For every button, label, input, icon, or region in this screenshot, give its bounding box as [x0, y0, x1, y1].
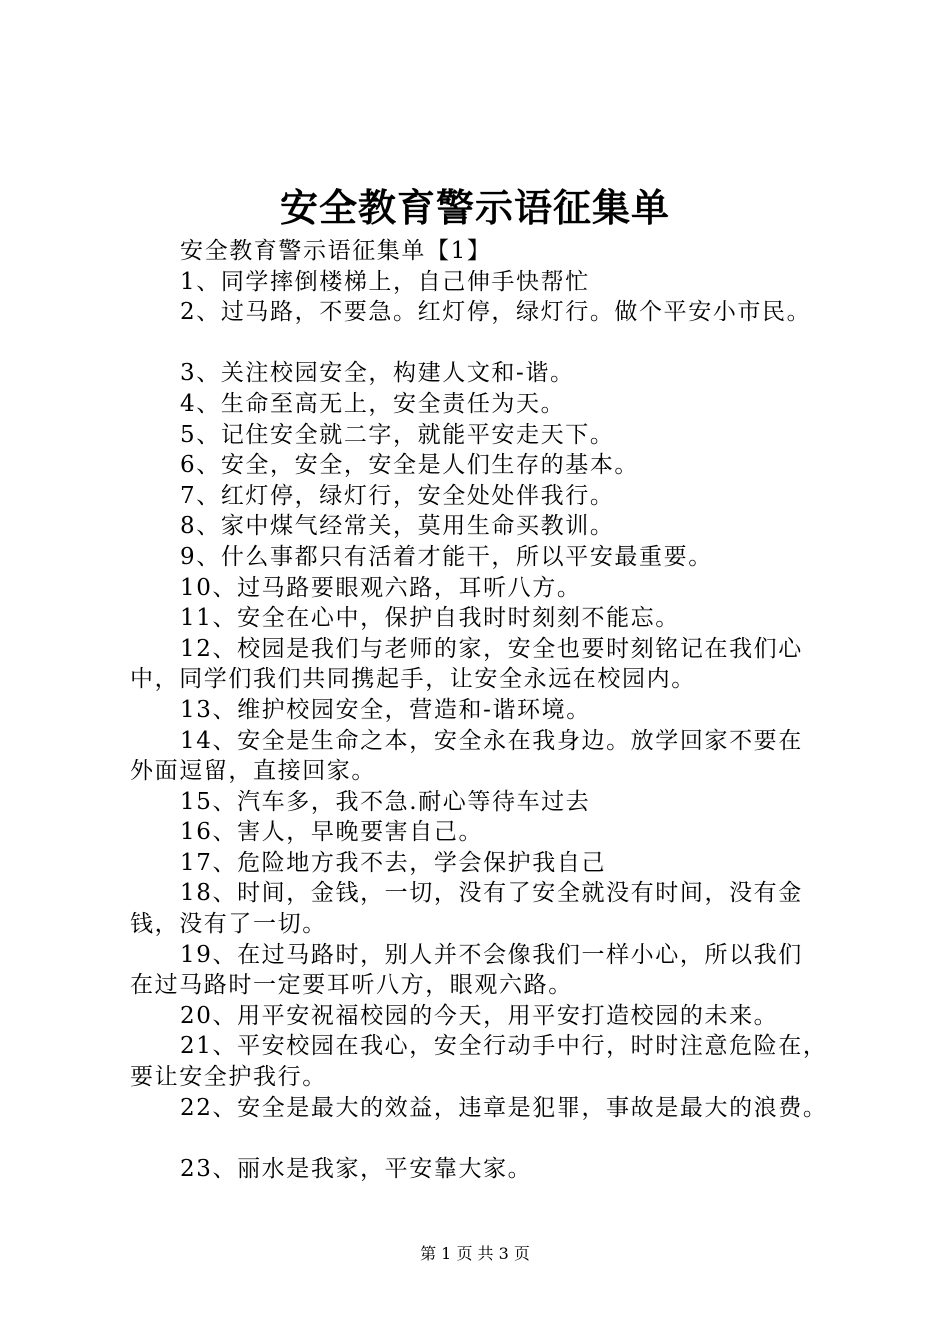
- slogan-line: 1、同学摔倒楼梯上，自己伸手快帮忙: [180, 268, 590, 295]
- blank-line: [130, 328, 842, 359]
- slogan-line-continued: 要让安全护我行。: [130, 1064, 327, 1091]
- slogan-line: 13、维护校园安全，营造和-谐环境。: [180, 696, 591, 723]
- slogan-line: 7、红灯停，绿灯行，安全处处伴我行。: [180, 482, 615, 509]
- slogan-line: 4、生命至高无上，安全责任为天。: [180, 390, 566, 417]
- slogan-line: 20、用平安祝福校园的今天，用平安打造校园的未来。: [180, 1002, 779, 1029]
- slogan-line-continued: 在过马路时一定要耳听八方，眼观六路。: [130, 972, 573, 999]
- slogan-line: 16、害人，早晚要害自己。: [180, 819, 484, 846]
- slogan-line: 6、安全，安全，安全是人们生存的基本。: [180, 452, 640, 479]
- slogan-line: 15、汽车多，我不急.耐心等待车过去: [180, 788, 591, 815]
- slogan-line-continued: 钱，没有了一切。: [130, 911, 327, 938]
- slogan-line: 3、关注校园安全，构建人文和-谐。: [180, 360, 575, 387]
- slogan-line: 14、安全是生命之本，安全永在我身边。放学回家不要在: [180, 727, 803, 754]
- slogan-line: 12、校园是我们与老师的家，安全也要时刻铭记在我们心: [180, 635, 803, 662]
- slogan-line: 10、过马路要眼观六路，耳听八方。: [180, 574, 582, 601]
- slogan-line: 11、安全在心中，保护自我时时刻刻不能忘。: [180, 605, 680, 632]
- document-body: [130, 236, 842, 1184]
- slogan-line: 19、在过马路时，别人并不会像我们一样小心，所以我们: [180, 941, 803, 968]
- slogan-line: 23、丽水是我家，平安靠大家。: [180, 1155, 533, 1182]
- blank-line: [130, 1123, 842, 1154]
- slogan-line: 5、记住安全就二字，就能平安走天下。: [180, 421, 615, 448]
- document-title: 安全教育警示语征集单: [279, 185, 670, 230]
- page-number: 第 1 页 共 3 页: [420, 1244, 530, 1263]
- slogan-line: 18、时间，金钱，一切，没有了安全就没有时间，没有金: [180, 880, 803, 907]
- slogan-line: 21、平安校园在我心，安全行动手中行，时时注意危险在，: [180, 1033, 828, 1060]
- slogan-line: 9、什么事都只有活着才能干，所以平安最重要。: [180, 543, 713, 570]
- slogan-line-continued: 中，同学们我们共同携起手，让安全永远在校园内。: [130, 666, 696, 693]
- slogan-line: 2、过马路，不要急。红灯停，绿灯行。做个平安小市民。: [180, 299, 812, 326]
- slogan-line: 8、家中煤气经常关，莫用生命买教训。: [180, 513, 615, 540]
- slogan-line-continued: 外面逗留，直接回家。: [130, 758, 376, 785]
- slogan-line: 22、安全是最大的效益，违章是犯罪，事故是最大的浪费。: [180, 1094, 828, 1121]
- slogan-line: 17、危险地方我不去，学会保护我自己: [180, 849, 607, 876]
- section-heading: 安全教育警示语征集单【1】: [180, 238, 492, 264]
